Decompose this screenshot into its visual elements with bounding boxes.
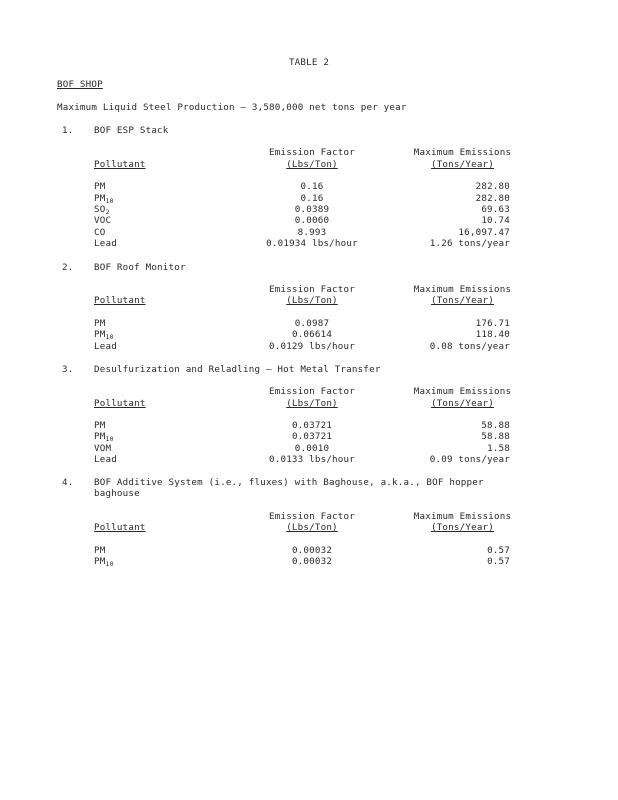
emission-factor-cell: 0.0010 xyxy=(294,443,330,454)
emission-factor-cell: 0.16 xyxy=(300,181,324,192)
max-emissions-cell: 282.80 xyxy=(475,193,510,204)
pollutant-cell: $SO_2$ xyxy=(94,204,110,216)
max-emissions-cell: 0.57 xyxy=(487,556,510,567)
emission-factor-cell: 0.0133 lbs/hour xyxy=(269,454,355,465)
max-emissions-cell: 69.63 xyxy=(481,204,510,215)
pollutant-cell: PM xyxy=(94,420,106,431)
pollutant-header: Pollutant xyxy=(94,159,146,170)
emission-factor-cell: 0.06614 xyxy=(291,329,333,340)
max-emissions-cell: 58.88 xyxy=(481,431,510,442)
section-title: BOF Additive System (i.e., fluxes) with Baghouse, a.k.a., BOF hopper xyxy=(94,477,484,488)
emission-factor-units: (Lbs/Ton) xyxy=(286,522,338,533)
pollutant-cell: Lead xyxy=(94,238,117,249)
section-title: BOF ESP Stack xyxy=(94,125,169,136)
pollutant-header: Pollutant xyxy=(94,295,146,306)
emission-factor-cell: 0.0060 xyxy=(294,215,330,226)
emission-factor-units: (Lbs/Ton) xyxy=(286,159,338,170)
emission-factor-cell: 0.0389 xyxy=(294,204,330,215)
max-emissions-cell: 10.74 xyxy=(481,215,510,226)
max-emissions-header: Maximum Emissions xyxy=(413,284,512,295)
pollutant-cell: $PM_{10}$ xyxy=(94,329,114,341)
page-title: TABLE 2 xyxy=(288,57,330,68)
pollutant-cell: $PM_{10}$ xyxy=(94,431,114,443)
emission-factor-units: (Lbs/Ton) xyxy=(286,398,338,409)
max-emissions-units: (Tons/Year) xyxy=(430,398,495,409)
pollutant-cell: $PM_{10}$ xyxy=(94,556,114,568)
max-emissions-cell: 1.58 xyxy=(487,443,510,454)
section-number: 3. xyxy=(62,364,74,375)
max-emissions-cell: 58.88 xyxy=(481,420,510,431)
pollutant-cell: CO xyxy=(94,227,106,238)
max-emissions-cell: 0.08 tons/year xyxy=(429,341,510,352)
pollutant-header: Pollutant xyxy=(94,398,146,409)
emission-factor-cell: 0.03721 xyxy=(291,431,333,442)
facility-heading: BOF SHOP xyxy=(57,79,103,90)
emission-factor-cell: 0.0129 lbs/hour xyxy=(269,341,355,352)
section-number: 1. xyxy=(62,125,74,136)
max-emissions-units: (Tons/Year) xyxy=(430,159,495,170)
emission-factor-cell: 0.16 xyxy=(300,193,324,204)
emission-factor-header: Emission Factor xyxy=(269,511,355,522)
max-emissions-header: Maximum Emissions xyxy=(413,386,512,397)
pollutant-cell: Lead xyxy=(94,454,117,465)
max-emissions-cell: 118.40 xyxy=(475,329,510,340)
emission-factor-cell: 0.00032 xyxy=(291,556,333,567)
section-title-continued: baghouse xyxy=(94,488,140,499)
max-emissions-units: (Tons/Year) xyxy=(430,522,495,533)
emission-factor-cell: 0.00032 xyxy=(291,545,333,556)
section-title: BOF Roof Monitor xyxy=(94,262,186,273)
max-emissions-cell: 282.80 xyxy=(475,181,510,192)
emission-factor-header: Emission Factor xyxy=(269,284,355,295)
max-emissions-cell: 0.57 xyxy=(487,545,510,556)
max-emissions-cell: 176.71 xyxy=(475,318,510,329)
pollutant-cell: VOC xyxy=(94,215,112,226)
pollutant-cell: PM xyxy=(94,181,106,192)
max-emissions-cell: 1.26 tons/year xyxy=(429,238,510,249)
emission-factor-cell: 0.0987 xyxy=(294,318,330,329)
max-emissions-cell: 16,097.47 xyxy=(458,227,510,238)
section-title: Desulfurization and Reladling – Hot Metal Transfer xyxy=(94,364,381,375)
pollutant-cell: VOM xyxy=(94,443,112,454)
max-emissions-header: Maximum Emissions xyxy=(413,147,512,158)
emission-factor-cell: 0.03721 xyxy=(291,420,333,431)
emission-factor-units: (Lbs/Ton) xyxy=(286,295,338,306)
section-number: 2. xyxy=(62,262,74,273)
emission-factor-header: Emission Factor xyxy=(269,386,355,397)
pollutant-cell: Lead xyxy=(94,341,117,352)
emission-factor-cell: 0.01934 lbs/hour xyxy=(266,238,358,249)
pollutant-cell: PM xyxy=(94,545,106,556)
section-number: 4. xyxy=(62,477,74,488)
max-emissions-cell: 0.09 tons/year xyxy=(429,454,510,465)
emission-factor-cell: 8.993 xyxy=(297,227,327,238)
max-emissions-header: Maximum Emissions xyxy=(413,511,512,522)
emission-factor-header: Emission Factor xyxy=(269,147,355,158)
production-statement: Maximum Liquid Steel Production – 3,580,000 net tons per year xyxy=(57,102,407,113)
pollutant-cell: $PM_{10}$ xyxy=(94,193,114,205)
pollutant-cell: PM xyxy=(94,318,106,329)
pollutant-header: Pollutant xyxy=(94,522,146,533)
max-emissions-units: (Tons/Year) xyxy=(430,295,495,306)
